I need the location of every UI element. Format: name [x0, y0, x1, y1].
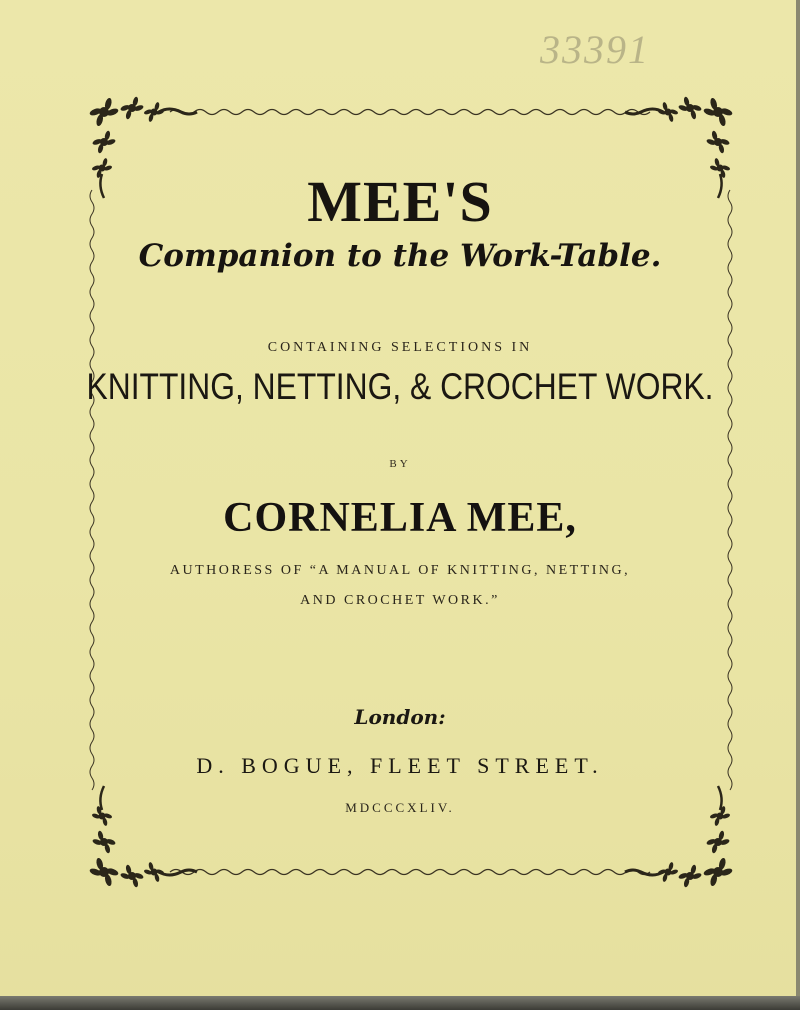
book-subtitle: Companion to the Work-Table.	[138, 238, 662, 274]
authoress-line-1: AUTHORESS OF “A MANUAL OF KNITTING, NETTING,	[169, 563, 631, 578]
by-line: BY	[389, 458, 411, 470]
authoress-line-2: AND CROCHET WORK.”	[300, 593, 500, 608]
top-border-line	[170, 110, 650, 115]
subject-line: KNITTING, NETTING, & CROCHET WORK.	[86, 366, 714, 407]
book-title: MEE'S	[307, 169, 493, 234]
bottom-border-line	[170, 870, 650, 875]
imprint-place: London:	[354, 705, 446, 729]
imprint-year: MDCCCXLIV.	[345, 800, 455, 815]
right-border-line	[728, 190, 732, 790]
handwritten-shelf-mark: 33391	[540, 27, 650, 72]
containing-line: CONTAINING SELECTIONS IN	[267, 340, 533, 355]
imprint-publisher: D. BOGUE, FLEET STREET.	[196, 753, 604, 778]
left-border-line	[90, 190, 94, 790]
author-name: CORNELIA MEE,	[223, 495, 577, 541]
